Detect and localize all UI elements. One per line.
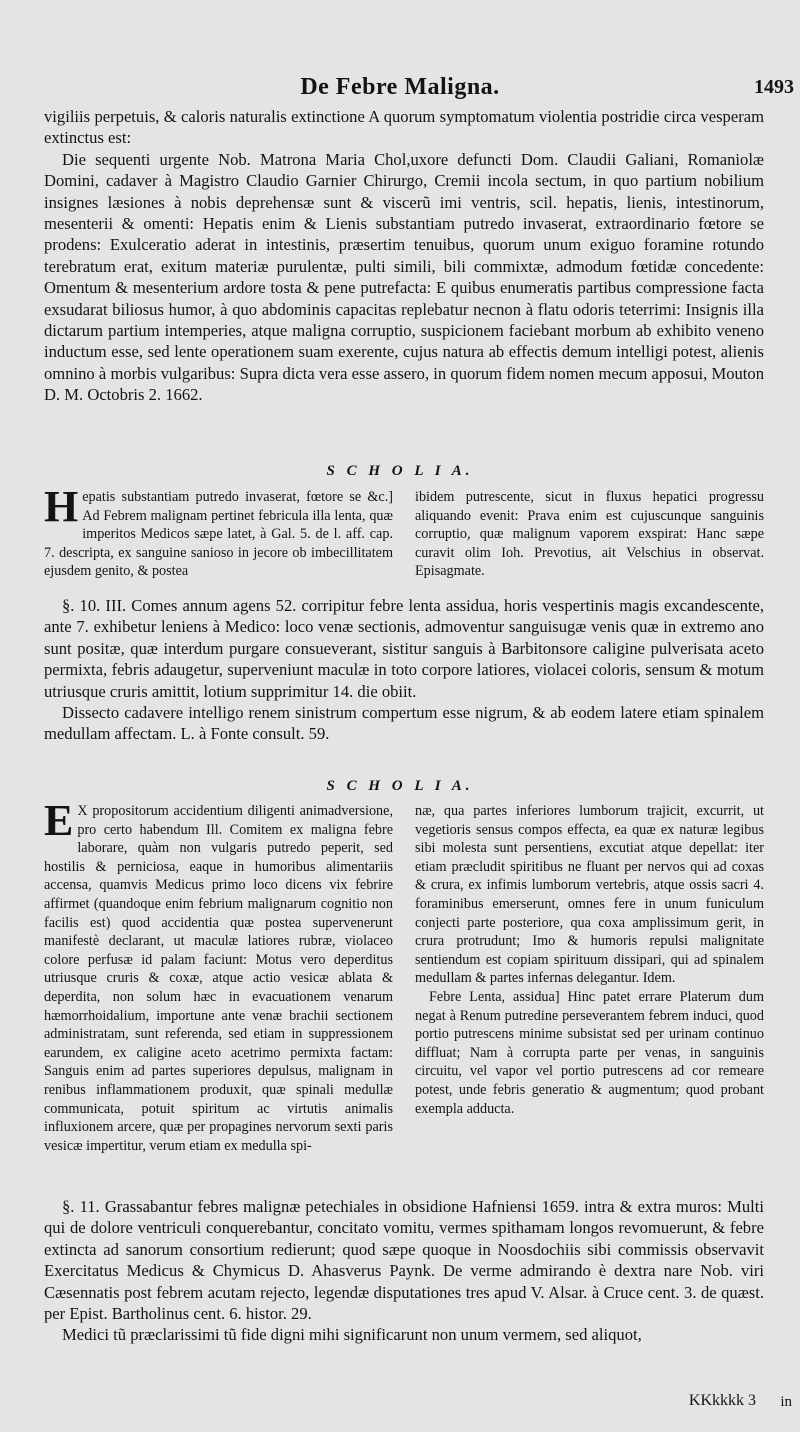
column-text: Febre Lenta, assidua] Hinc patet errare Platerum dum negat à Renum putredine perseverantem febrem induci, quod portio putrescens minime subsistat sed per urinam continuo diffluat; Nam à corrupta parte per venas, in sanguinis circuitu, vel vapor vel portio putrescens ad cor remeare potest, unde febris generatio & augmentum; quod probant exempla adducta. <box>415 988 764 1117</box>
main-text-section-3 <box>44 1196 764 1346</box>
column-text: X propositorum accidentium diligenti animadversione, pro certo habendum Ill. Comitem ex maligna febre laborare, quàm non vulgaris putredo peperit, sed hostilis & perniciosa, eaque in humoribus alimentariis accensa, quamvis Medicus primo loco dicens vix febrire affirmet (quandoque enim febrium malignarum cognitio non facilis est) quod accidentia quæ postea supervenerunt manifestè declarant, ut maculæ latiores rubræ, violaceo colore perfusæ id palam faciunt: Motus vero deperditus utriusque cruris & coxæ, atque actio vesicæ ablata & deperdita, non solum hæc in evacuationem venarum hæmorrhoidalium, importune ante venæ brachii sectionem administratam, sunt referenda, sed etiam in suppressionem earundem, ex caligine aceto acetrimo permixta factam: Sanguis enim ad partes superiores depulsus, malignam in renibus inflammationem produxit, quæ spinali medullæ communicata, potuit spiritum ac virtutis animalis influxionem arcere, quæ per propagines nervorum sexti paris vesicæ impertitur, verum etiam ex medulla spi- <box>44 803 393 1154</box>
column-text: epatis substantiam putredo invaserat, fœtore se &c.] Ad Febrem malignam pertinet febricula illa lenta, quæ imperitos Medicos sæpe latet, à Gal. 5. de l. aff. cap. 7. descripta, ex sanguine sanioso in jecore ob imbecillitatem ejusdem genito, & postea <box>44 489 393 580</box>
main-text-section-1 <box>44 106 764 406</box>
main-text-section-2 <box>44 595 764 745</box>
running-title: De Febre Maligna. <box>300 74 500 100</box>
drop-cap: H <box>44 482 79 531</box>
scholia-columns <box>44 482 764 581</box>
paragraph: §. 11. Grassabantur febres malignæ petechiales in obsidione Hafniensi 1659. intra & extra muros: Multi qui de dolore ventriculi conquerebantur, concitato vomitu, vermes spithamam longos revomuerunt, & febre extincta ad sanorum consortium redierunt; quod sæpe quoque in Noosdochiis sibi commissis observavit Exercitatus Medicus & Chymicus D. Ahasverus Paynk. De verme admirando è dextra nare Nob. viri Cæsennatis post febrem acutam rejecto, legendæ disputationes tres apud V. Alsar. à Cruce cent. 3. de quæst. per Epist. Bartholinus cent. 6. histor. 29. <box>44 1197 764 1324</box>
scholia-left-column <box>44 482 393 581</box>
paragraph: Medici tũ præclarissimi tũ fide digni mihi significarunt non unum vermem, sed aliquot, <box>62 1325 642 1345</box>
scholia-left-column <box>44 796 393 1155</box>
signature-mark: KKkkkk 3 <box>688 1392 756 1409</box>
paragraph: vigiliis perpetuis, & caloris naturalis extinctione A quorum symptomatum violentia postridie circa vesperam extinctus est: <box>44 107 764 148</box>
catchword: in <box>780 1394 792 1410</box>
scholia-columns <box>44 796 764 1155</box>
paragraph: Die sequenti urgente Nob. Matrona Maria Chol,uxore defuncti Dom. Claudii Galiani, Romaniolæ Domini, cadaver à Magistro Claudio Garnier Chirurgo, Cremii incola sectum, in quo partium nobilium insignes læsiones à nobis deprehensæ sunt & viscerũ imi ventris, scil. hepatis, lienis, intestinorum, mesenterii & omenti: Hepatis enim & Lienis substantiam putredo invaserat, extraordinario fœtore se prodens: Exulceratio aderat in intestinis, præsertim tenuibus, quorum unum exiguo foramine rotundo terebratum erat, exitum materiæ purulentæ, pulti simili, bili commixtæ, admodum fœtidæ concedente: Omentum & mesenterium ardore tosta & pene putrefacta: E quibus enumeratis partibus compressione facta exsudarat biliosus humor, à quo abdominis capacitas replebatur necnon à flatu odoris teterrimi: Insignis illa dictarum partium intemperies, atque maligna corruptio, suspicionem faciebant morbum ab exhibito veneno inductum esse, sed lente operationem suam exerente, cujus natura ab effectis demum intelligi potest, alienis omnino à morbis vulgaribus: Supra dicta vera esse assero, in quorum fidem nomen mecum apposui, Mouton D. M. Octobris 2. 1662. <box>44 149 764 405</box>
paragraph: §. 10. III. Comes annum agens 52. corripitur febre lenta assidua, horis vespertinis magis excandescente, ante 7. exhibetur leniens à Medico: loco venæ sectionis, admoventur sanguisugæ venis quæ in extremo ano sunt positæ, quæ interdum purgare consueverant, sistitur sanguis à Barbitonsore caligine pulverisata aceto permixta, febris adaugetur, superveniunt maculæ in toto corpore latiores, violacei coloris, sensum & motum utriusque cruris amittit, lotium supprimitur 14. die obiit. <box>44 596 764 701</box>
paragraph: Dissecto cadavere intelligo renem sinistrum compertum esse nigrum, & ab eodem latere etiam spinalem medullam affectam. L. à Fonte consult. 59. <box>44 703 764 744</box>
scholia-heading: S C H O L I A. <box>326 778 474 794</box>
page-number: 1493 <box>754 76 794 98</box>
scholia-heading: S C H O L I A. <box>326 463 474 479</box>
drop-cap: E <box>44 796 74 845</box>
scholia-right-column <box>415 488 764 581</box>
column-text: ibidem putrescente, sicut in fluxus hepatici progressu aliquando evenit: Prava enim est cujuscunque sanguinis corruptio, quæ malignum vaporem exspirat: Hanc sæpe curavit olim Ioh. Prevotius, ait Velschius in observat. Episagmate. <box>415 489 764 580</box>
scholia-right-column <box>415 802 764 1155</box>
column-text: næ, qua partes inferiores lumborum trajicit, excurrit, ut vegetioris sensus compos effecta, ea quæ ex naturæ legibus sibi molesta sunt persentiens, excutiat atque depellat: iter etiam præcludit spiritibus ne fluant per nervos qui ad coxas & crura, ex infimis lumborum vertebris, atque ossis sacri 4. foraminibus emerserunt, omnes fere in unum funiculum conjecti parte posteriore, qua coxa amplissimum gerit, in crura protrudunt; Imo & humoris repulsi malignitate sentiendum est copiam spirituum dissipari, qui ad spinalem medullam & partes infernas delegantur. Idem. <box>415 803 764 987</box>
